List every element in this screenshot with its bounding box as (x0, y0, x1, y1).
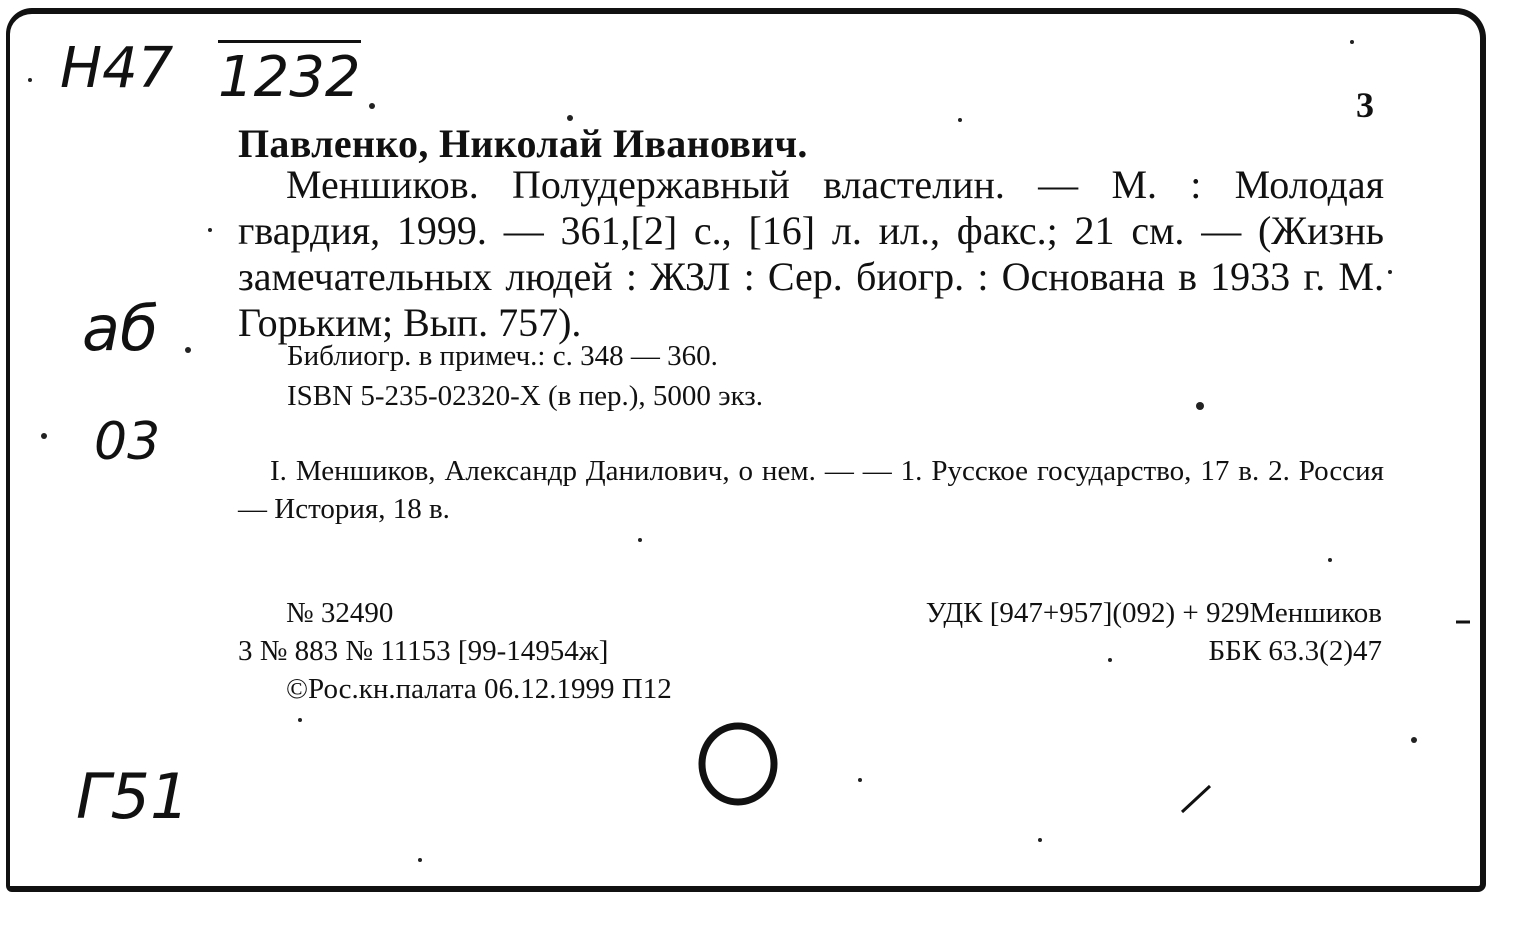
subject-headings: I. Меншиков, Александр Данилович, о нем. — — 1. Русское государство, 17 в. 2. Россия — История, 18 в. (238, 455, 1384, 525)
reg-number-1: № 32490 (286, 597, 394, 629)
page-number: 3 (1356, 85, 1374, 125)
bibliography-note: Библиогр. в примеч.: с. 348 — 360. (287, 340, 718, 372)
handwritten-mark-ab: аб (82, 292, 159, 365)
handwritten-inventory-number: 1232 (218, 40, 361, 110)
author-heading: Павленко, Николай Иванович. (238, 121, 808, 166)
scan-specks (28, 40, 1417, 862)
isbn-line: ISBN 5-235-02320-X (в пер.), 5000 экз. (287, 380, 763, 412)
handwritten-mark-g51: Г51 (76, 760, 190, 833)
pen-stroke (1182, 786, 1210, 812)
punch-hole-circle (702, 726, 774, 802)
bbk-code: ББК 63.3(2)47 (1208, 635, 1382, 667)
reg-number-2: 3 № 883 № 11153 [99-14954ж] (238, 635, 609, 667)
udk-code: УДК [947+957](092) + 929Меншиков (925, 597, 1382, 629)
bibliographic-description: Меншиков. Полудержавный властелин. — М. : Молодая гвардия, 1999. — 361,[2] с., [16] л. ил., факс.; 21 см. — (Жизнь замечательных людей : ЖЗЛ : Сер. биогр. : Основана в 1933 г. М. Горьким; Вып. 757). (238, 162, 1384, 345)
handwritten-mark-03: 03 (94, 412, 161, 472)
copyright-line: ©Рос.кн.палата 06.12.1999 П12 (286, 673, 672, 705)
handwritten-shelf-mark: Н47 (60, 36, 174, 101)
